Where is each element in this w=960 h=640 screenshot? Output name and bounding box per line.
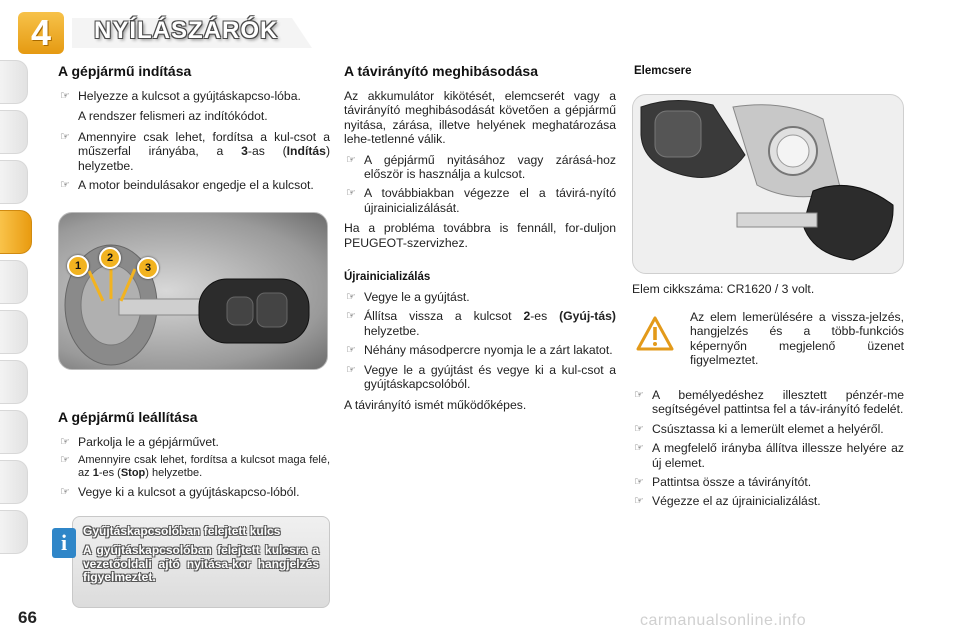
pointing-hand-icon: ☞ bbox=[346, 344, 356, 357]
pointing-hand-icon: ☞ bbox=[346, 291, 356, 304]
pointing-hand-icon: ☞ bbox=[60, 90, 70, 102]
chapter-tab-10[interactable] bbox=[0, 510, 28, 554]
pointing-hand-icon: ☞ bbox=[346, 310, 356, 323]
battery-part-number: Elem cikkszáma: CR1620 / 3 volt. bbox=[632, 282, 815, 296]
pointing-hand-icon: ☞ bbox=[634, 476, 644, 489]
remote-failure-intro: Az akkumulátor kikötését, elemcserét vagy a távirányító meghibásodását követően a gépjármű nyitása, zárása, illetve helyének meghatározása lehe-tetlenné válik. bbox=[344, 89, 616, 147]
chapter-tab-8[interactable] bbox=[0, 410, 28, 454]
battery-bullet-4: ☞ Pattintsa össze a távirányítót. bbox=[634, 475, 812, 490]
reinit-outro: A távirányító ismét működőképes. bbox=[344, 397, 527, 412]
pointing-hand-icon: ☞ bbox=[60, 130, 70, 143]
reinit-bullet-4: ☞ Vegye le a gyújtást és vegye ki a kul-csot a gyújtáskapcsolóból. bbox=[346, 362, 616, 392]
battery-bullet-1: ☞ A bemélyedéshez illesztett pénzér-me segítségével pattintsa fel a táv-irányító fedelét. bbox=[634, 388, 904, 417]
start-bullet-3: ☞ A motor beindulásakor engedje el a kulcsot. bbox=[60, 178, 314, 193]
chapter-tab-2[interactable] bbox=[0, 110, 28, 154]
position-callout-1: 1 bbox=[67, 255, 89, 277]
battery-bullet-2: ☞ Csúsztassa ki a lemerült elemet a helyéről. bbox=[634, 421, 884, 436]
remote-failure-outro: Ha a probléma továbbra is fennáll, for-duljon PEUGEOT-szervizhez. bbox=[344, 221, 616, 250]
warning-triangle-icon bbox=[636, 316, 674, 352]
pointing-hand-icon: ☞ bbox=[60, 436, 70, 448]
start-bullet-1: ☞ Helyezze a kulcsot a gyújtáskapcso-lóba. bbox=[60, 89, 301, 103]
pointing-hand-icon: ☞ bbox=[634, 422, 644, 435]
battery-steps bbox=[632, 388, 904, 515]
battery-section-title: Elemcsere bbox=[634, 65, 692, 77]
start-note: A rendszer felismeri az indítókódot. bbox=[78, 109, 268, 124]
pointing-hand-icon: ☞ bbox=[346, 187, 356, 200]
info-box-text: A gyújtáskapcsolóban felejtett kulcsra a vezetőoldali ajtó nyitása-kor hangjelzés figyelmeztet. bbox=[83, 543, 319, 584]
remote-failure-bullet-2: ☞ A továbbiakban végezze el a távirá-nyító újrainicializálását. bbox=[346, 186, 616, 215]
stop-bullet-1: ☞ Parkolja le a gépjárművet. bbox=[60, 435, 219, 449]
remote-failure-bullet-1: ☞ A gépjármű nyitásához vagy zárásá-hoz először is használja a kulcsot. bbox=[346, 152, 616, 182]
chapter-tab-6[interactable] bbox=[0, 310, 28, 354]
battery-warning-text: Az elem lemerülésére a vissza-jelzés, hangjelzés és a több-funkciós képernyőn megjelenő üzenet figyelmeztet. bbox=[690, 310, 904, 368]
reinit-bullet-1: ☞ Vegye le a gyújtást. bbox=[346, 290, 470, 305]
start-section-title: A gépjármű indítása bbox=[58, 63, 192, 79]
pointing-hand-icon: ☞ bbox=[60, 486, 70, 499]
section-remote-failure bbox=[344, 62, 616, 418]
position-callout-3: 3 bbox=[137, 257, 159, 279]
info-box-title: Gyújtáskapcsolóban felejtett kulcs bbox=[83, 524, 281, 538]
watermark: carmanualsonline.info bbox=[640, 612, 807, 629]
battery-replacement-figure bbox=[632, 94, 904, 274]
page-title: NYÍLÁSZÁRÓK bbox=[94, 17, 279, 44]
pointing-hand-icon: ☞ bbox=[346, 153, 356, 166]
chapter-tabs bbox=[0, 60, 34, 580]
chapter-tab-4-active[interactable] bbox=[0, 210, 32, 254]
section-engine-start bbox=[58, 62, 330, 198]
pointing-hand-icon: ☞ bbox=[60, 179, 70, 192]
chapter-tab-5[interactable] bbox=[0, 260, 28, 304]
battery-bullet-5: ☞ Végezze el az újrainicializálást. bbox=[634, 494, 821, 509]
stop-section-title: A gépjármű leállítása bbox=[58, 409, 198, 425]
section-engine-stop bbox=[58, 408, 330, 506]
info-box-forgotten-key bbox=[72, 516, 330, 608]
chapter-tab-7[interactable] bbox=[0, 360, 28, 404]
reinit-title: Újrainicializálás bbox=[344, 271, 431, 284]
pointing-hand-icon: ☞ bbox=[60, 454, 70, 467]
position-callout-2: 2 bbox=[99, 247, 121, 269]
reinit-bullet-3: ☞ Néhány másodpercre nyomja le a zárt lakatot. bbox=[346, 343, 613, 358]
pointing-hand-icon: ☞ bbox=[634, 389, 644, 401]
info-icon: i bbox=[52, 528, 76, 558]
chapter-number-badge: 4 bbox=[18, 12, 64, 54]
ignition-switch-figure bbox=[58, 212, 328, 370]
chapter-tab-1[interactable] bbox=[0, 60, 28, 104]
stop-bullet-2: ☞ Amennyire csak lehet, fordítsa a kulcsot maga felé, az 1-es (Stop) helyzetbe. bbox=[60, 454, 330, 480]
reinit-bullet-2: ☞ Állítsa vissza a kulcsot 2-es (Gyúj-tás) helyzetbe. bbox=[346, 309, 616, 338]
page-number: 66 bbox=[18, 608, 37, 627]
battery-bullet-3: ☞ A megfelelő irányba állítva illessze helyére az új elemet. bbox=[634, 441, 904, 470]
pointing-hand-icon: ☞ bbox=[346, 363, 356, 376]
chapter-tab-3[interactable] bbox=[0, 160, 28, 204]
start-bullet-2: ☞ Amennyire csak lehet, fordítsa a kul-csot a műszerfal irányába, a 3-as (Indítás) helyzetbe. bbox=[60, 129, 331, 173]
chapter-tab-9[interactable] bbox=[0, 460, 28, 504]
pointing-hand-icon: ☞ bbox=[634, 495, 644, 508]
pointing-hand-icon: ☞ bbox=[634, 442, 644, 455]
stop-bullet-3: ☞ Vegye ki a kulcsot a gyújtáskapcso-lóból. bbox=[60, 485, 300, 500]
ignition-key-illustration bbox=[59, 213, 328, 370]
remote-failure-title: A távirányító meghibásodása bbox=[344, 63, 538, 79]
remote-key-open-illustration bbox=[633, 95, 904, 274]
